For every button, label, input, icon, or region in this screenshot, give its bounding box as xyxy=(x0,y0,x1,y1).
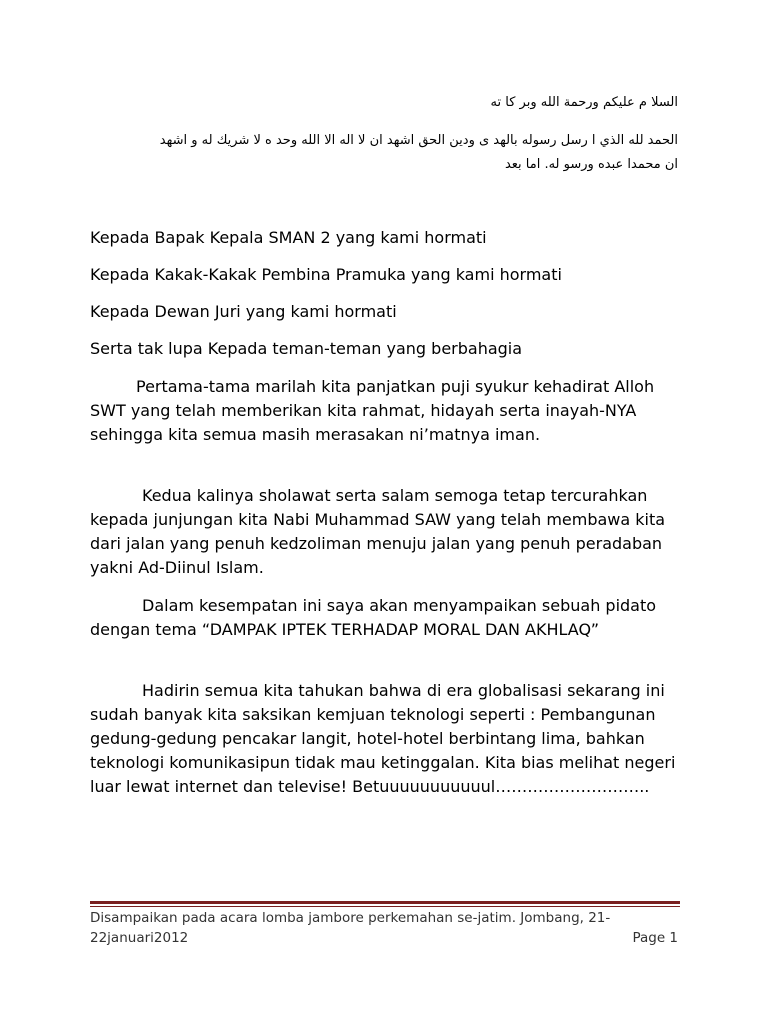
greeting-line: Kepada Kakak-Kakak Pembina Pramuka yang kami hormati xyxy=(90,265,562,284)
body-paragraph: Pertama-tama marilah kita panjatkan puji syukur kehadirat Alloh SWT yang telah memberikan kita rahmat, hidayah serta inayah-NYA sehingga kita semua masih merasakan ni’matnya iman. xyxy=(90,377,655,444)
footer-divider xyxy=(90,906,680,907)
page-number: Page 1 xyxy=(632,930,678,946)
arabic-hamdalah-line1: الحمد لله الذي ا رسل رسوله بالهد ى ودين الحق اشهد ان لا اله الا الله وحد ه لا شريك له و اشهد xyxy=(159,133,678,148)
greeting-line: Kepada Bapak Kepala SMAN 2 yang kami hormati xyxy=(90,228,487,247)
greeting-line: Serta tak lupa Kepada teman-teman yang berbahagia xyxy=(90,339,523,358)
footer-divider xyxy=(90,901,680,904)
arabic-salam: السلا م عليكم ورحمة الله وبر كا ته xyxy=(490,95,678,110)
body-paragraph: Dalam kesempatan ini saya akan menyampaikan sebuah pidato dengan tema “DAMPAK IPTEK TERHADAP MORAL DAN AKHLAQ” xyxy=(90,596,657,639)
body-paragraph: Kedua kalinya sholawat serta salam semoga tetap tercurahkan kepada junjungan kita Nabi Muhammad SAW yang telah membawa kita dari jalan yang penuh kedzoliman menuju jalan yang penuh peradaban yakni Ad-Diinul Islam. xyxy=(90,486,666,577)
arabic-hamdalah-line2: ان محمدا عبده ورسو له. اما بعد xyxy=(504,157,678,172)
greeting-line: Kepada Dewan Juri yang kami hormati xyxy=(90,302,397,321)
footer-text: Disampaikan pada acara lomba jambore perkemahan se-jatim. Jombang, 21-22januari2012 xyxy=(90,910,611,946)
body-paragraph: Hadirin semua kita tahukan bahwa di era globalisasi sekarang ini sudah banyak kita saksikan kemjuan teknologi seperti : Pembangunan gedung-gedung pencakar langit, hotel-hotel berbintang lima, bahkan teknologi komunikasipun tidak mau ketinggalan. Kita bias melihat negeri luar lewat internet dan televise! Betuuuuuuuuuuul……………………….. xyxy=(90,681,676,796)
